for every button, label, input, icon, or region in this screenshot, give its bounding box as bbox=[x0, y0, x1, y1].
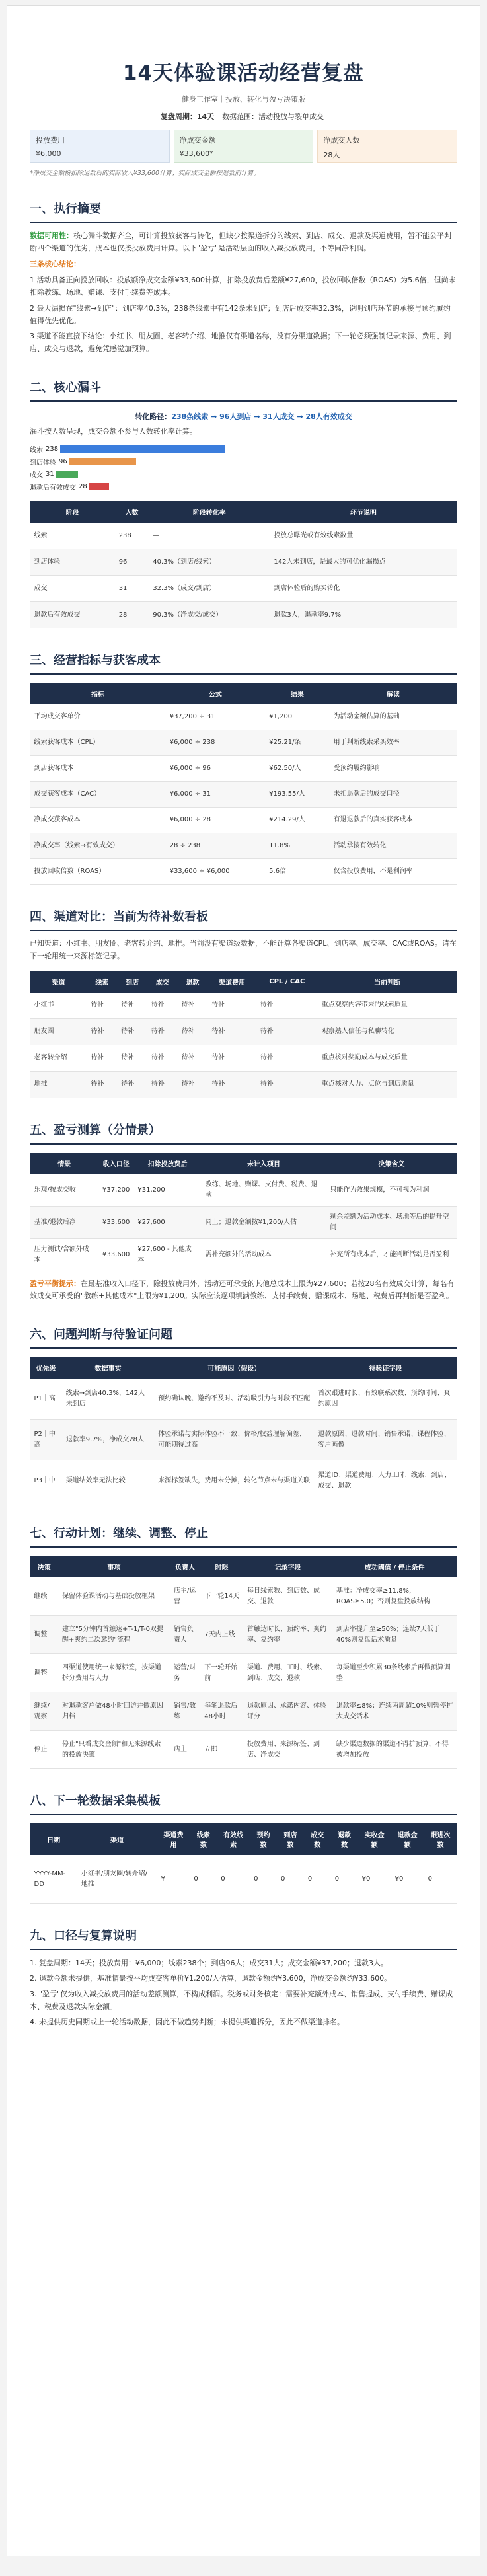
table-cell: 净成交获客成本 bbox=[30, 808, 166, 833]
table-header: 渠道 bbox=[77, 1824, 157, 1855]
funnel-bar-row bbox=[30, 468, 457, 480]
kpi-row bbox=[30, 130, 457, 163]
breakeven-tag: 盈亏平衡提示： bbox=[30, 1279, 81, 1288]
table-header: 人数 bbox=[115, 502, 149, 523]
section-title-notes: 九、口径与复算说明 bbox=[30, 1926, 457, 1950]
section-title-funnel: 二、核心漏斗 bbox=[30, 378, 457, 402]
table-header: 日期 bbox=[30, 1824, 77, 1855]
table-cell: 停止 bbox=[30, 1731, 59, 1769]
table-header: 待验证字段 bbox=[314, 1357, 457, 1379]
table-cell: ¥31,200 bbox=[133, 1174, 201, 1206]
period-value: 14天 bbox=[196, 112, 215, 121]
funnel-bar-row bbox=[30, 443, 457, 455]
funnel-table bbox=[30, 501, 457, 628]
table-row bbox=[30, 1206, 457, 1238]
table-cell: ¥ bbox=[157, 1855, 190, 1904]
table-header: 成功阈值 / 停止条件 bbox=[332, 1556, 457, 1577]
table-cell: 用于判断线索采买效率 bbox=[330, 730, 457, 756]
table-header: 退款金额 bbox=[391, 1824, 424, 1855]
table-cell: 到店体验后的购买转化 bbox=[270, 576, 457, 602]
table-cell: 投放费用、来源标签、到店、净成交 bbox=[243, 1731, 332, 1769]
table-header: 渠道费用 bbox=[157, 1824, 190, 1855]
table-row bbox=[30, 1616, 457, 1654]
table-row bbox=[30, 1174, 457, 1206]
table-cell: 停止"只看成交金额"和无来源线索的投放决策 bbox=[58, 1731, 170, 1769]
note-item: 1. 复盘周期：14天；投放费用：¥6,000；线索238个；到店96人；成交31人；成交金额¥37,200；退款3人。 bbox=[30, 1959, 388, 1967]
table-cell: 0 bbox=[190, 1855, 217, 1904]
summary-intro bbox=[30, 230, 457, 254]
table-cell: ¥37,200 bbox=[98, 1174, 133, 1206]
table-cell: 补充所有成本后，才能判断活动是否盈利 bbox=[326, 1238, 457, 1271]
table-cell: 待补 bbox=[117, 1045, 147, 1071]
table-cell: 首触达时长、预约率、爽约率、复约率 bbox=[243, 1616, 332, 1654]
table-header: 到店数 bbox=[277, 1824, 304, 1855]
table-cell: 只能作为效果规模，不可视为利润 bbox=[326, 1174, 457, 1206]
kpi-footnote: *净成交金额按扣除退款后的实际收入¥33,600计算；实际成交金额按退款前计算。 bbox=[30, 170, 260, 177]
table-header: 渠道 bbox=[30, 971, 87, 992]
table-cell: 0 bbox=[424, 1855, 457, 1904]
table-cell: 待补 bbox=[147, 992, 178, 1018]
table-cell: — bbox=[149, 523, 270, 549]
table-row bbox=[30, 1018, 457, 1045]
table-cell: 立即 bbox=[200, 1731, 243, 1769]
table-header: 线索数 bbox=[190, 1824, 217, 1855]
bar-label: 退款后有效成交 bbox=[30, 484, 76, 492]
table-cell: 待补 bbox=[256, 992, 318, 1018]
table-row bbox=[30, 1238, 457, 1271]
table-row bbox=[30, 1071, 457, 1098]
table-header: 成交数 bbox=[304, 1824, 331, 1855]
funnel-bar bbox=[56, 471, 78, 478]
table-cell: 下一轮14天 bbox=[200, 1577, 243, 1616]
table-cell: 基准：净成交率≥11.8%，ROAS≥5.0；否则复盘投放结构 bbox=[332, 1577, 457, 1616]
points-tag: 三条核心结论： bbox=[30, 260, 81, 269]
intro-text: 核心漏斗数据齐全，可计算投放获客与转化，但缺少按渠道拆分的线索、到店、成交、退款及渠道费用，暂不能公平判断四个渠道的优劣，成本也仅按投放费用计算。以下"盈亏"是活动层面的收入减投放费用，不等同净利润。 bbox=[30, 231, 451, 252]
table-cell: 待补 bbox=[147, 1018, 178, 1045]
table-cell: 到店获客成本 bbox=[30, 756, 166, 782]
table-cell: 待补 bbox=[117, 1071, 147, 1098]
table-row bbox=[30, 833, 457, 859]
bar-value: 96 bbox=[59, 458, 67, 466]
channels-table bbox=[30, 971, 457, 1098]
table-header: 有效线索 bbox=[217, 1824, 250, 1855]
scope-text: 数据范围：活动投放与裂单成交 bbox=[222, 112, 324, 121]
table-header: 情景 bbox=[30, 1153, 99, 1174]
table-cell: 同上；退款金额按¥1,200/人估 bbox=[202, 1206, 326, 1238]
table-header: 环节说明 bbox=[270, 502, 457, 523]
table-cell: 待补 bbox=[178, 992, 208, 1018]
table-cell: 地推 bbox=[30, 1071, 87, 1098]
table-cell: 到店率提升至≥50%；连续7天低于40%则复盘话术质量 bbox=[332, 1616, 457, 1654]
table-cell: ¥27,600 - 其他成本 bbox=[133, 1238, 201, 1271]
table-cell: 238 bbox=[115, 523, 149, 549]
kpi-value: ¥6,000 bbox=[36, 149, 61, 158]
table-cell: 对退款客户做48小时回访并做原因归档 bbox=[58, 1692, 170, 1731]
table-cell: 线索获客成本（CPL） bbox=[30, 730, 166, 756]
table-cell: 剩余差额为活动成本、场地等后的提升空间 bbox=[326, 1206, 457, 1238]
kpi-value: 28人 bbox=[323, 151, 340, 159]
table-cell: 7天内上线 bbox=[200, 1616, 243, 1654]
table-cell: 基准/退款后净 bbox=[30, 1206, 99, 1238]
section-title-template: 八、下一轮数据采集模板 bbox=[30, 1792, 457, 1815]
table-cell: P3｜中 bbox=[30, 1460, 62, 1501]
page-title: 14天体验课活动经营复盘 bbox=[122, 61, 365, 85]
table-cell: ¥6,000 ÷ 96 bbox=[166, 756, 266, 782]
table-cell: 小红书 bbox=[30, 992, 87, 1018]
table-cell: 朋友圈 bbox=[30, 1018, 87, 1045]
funnel-bar bbox=[60, 445, 225, 453]
table-cell: 待补 bbox=[178, 1045, 208, 1071]
table-cell: 28 ÷ 238 bbox=[166, 833, 266, 859]
summary-point: 1 活动具备正向投放回收：投放额净成交金额¥33,600计算，扣除投放费后差额¥27,600，投放回收倍数（ROAS）为5.6倍，但尚未扣除教练、场地、赠课、支付手续费等成本。 bbox=[30, 276, 456, 297]
channels-intro: 已知渠道：小红书、朋友圈、老客转介绍、地推。当前没有渠道级数据，不能计算各渠道CPL、到店率、成交率、CAC或ROAS。请在下一轮用统一来源标签记录。 bbox=[30, 939, 457, 960]
table-header: 退款数 bbox=[331, 1824, 358, 1855]
table-cell: 渠道、费用、工时、线索、到店、成交、退款 bbox=[243, 1654, 332, 1692]
report-card bbox=[7, 5, 480, 2556]
actions-table bbox=[30, 1556, 457, 1769]
table-cell: 退款3人，退款率9.7% bbox=[270, 602, 457, 628]
summary-points bbox=[30, 274, 457, 356]
table-cell: 销售负责人 bbox=[170, 1616, 200, 1654]
table-cell: 投放总曝光或有效线索数量 bbox=[270, 523, 457, 549]
table-cell: ¥0 bbox=[391, 1855, 424, 1904]
bar-label: 到店体验 bbox=[30, 459, 56, 467]
table-header: CPL / CAC bbox=[256, 971, 318, 992]
table-cell: 渠道ID、渠道费用、人力工时、线索、到店、成交、退款 bbox=[314, 1460, 457, 1501]
table-row bbox=[30, 1692, 457, 1731]
section-title-summary: 一、执行摘要 bbox=[30, 200, 457, 223]
table-cell: ¥6,000 ÷ 31 bbox=[166, 782, 266, 808]
table-cell: 四渠道使用统一来源标签，按渠道拆分费用与人力 bbox=[58, 1654, 170, 1692]
section-title-profit: 五、盈亏测算（分情景） bbox=[30, 1121, 457, 1145]
table-cell: 下一轮开始前 bbox=[200, 1654, 243, 1692]
table-cell: 预约确认晚、邀约不及时、活动吸引力与时段不匹配 bbox=[154, 1379, 314, 1420]
table-cell: 活动承接有效转化 bbox=[330, 833, 457, 859]
table-cell: ¥25.21/条 bbox=[265, 730, 329, 756]
table-row bbox=[30, 1855, 457, 1904]
table-header: 事项 bbox=[58, 1556, 170, 1577]
funnel-path bbox=[30, 411, 457, 422]
table-header: 当前判断 bbox=[318, 971, 457, 992]
kpi-label: 投放费用 bbox=[36, 136, 65, 145]
table-cell: 首次跟进时长、有效联系次数、预约时间、爽约原因 bbox=[314, 1379, 457, 1420]
table-cell: 保留体验课活动与基础投放框架 bbox=[58, 1577, 170, 1616]
table-cell: 调整 bbox=[30, 1616, 59, 1654]
table-row bbox=[30, 859, 457, 885]
table-cell: 待补 bbox=[207, 992, 256, 1018]
table-cell: 成交获客成本（CAC） bbox=[30, 782, 166, 808]
table-cell: 老客转介绍 bbox=[30, 1045, 87, 1071]
kpi-card-revenue bbox=[174, 130, 314, 163]
table-header: 未计入项目 bbox=[202, 1153, 326, 1174]
table-row bbox=[30, 549, 457, 576]
table-row bbox=[30, 1460, 457, 1501]
table-cell: 压力测试/含额外成本 bbox=[30, 1238, 99, 1271]
table-cell: 建立"5分钟内首触达+T-1/T-0双提醒+爽约二次邀约"流程 bbox=[58, 1616, 170, 1654]
metrics-table bbox=[30, 683, 457, 885]
table-cell: ¥27,600 bbox=[133, 1206, 201, 1238]
table-cell: 有退退款后的真实获客成本 bbox=[330, 808, 457, 833]
table-cell: YYYY-MM-DD bbox=[30, 1855, 77, 1904]
period-label: 复盘周期： bbox=[160, 112, 197, 121]
funnel-note: 漏斗按人数呈现，成交金额不参与人数转化率计算。 bbox=[30, 426, 197, 436]
bar-value: 28 bbox=[79, 483, 87, 491]
table-row bbox=[30, 1045, 457, 1071]
kpi-label: 净成交人数 bbox=[323, 136, 360, 145]
table-cell: 受预约履约影响 bbox=[330, 756, 457, 782]
table-cell: 142人未到店，是最大的可优化漏损点 bbox=[270, 549, 457, 576]
table-cell: 退款原因、退款时间、销售承诺、课程体验、客户画像 bbox=[314, 1420, 457, 1460]
bar-label: 成交 bbox=[30, 472, 43, 480]
table-cell: ¥6,000 ÷ 238 bbox=[166, 730, 266, 756]
table-cell: P2｜中高 bbox=[30, 1420, 62, 1460]
table-header: 跟进次数 bbox=[424, 1824, 457, 1855]
table-cell: 待补 bbox=[207, 1045, 256, 1071]
table-cell: ¥0 bbox=[358, 1855, 391, 1904]
table-cell: 继续 bbox=[30, 1577, 59, 1616]
table-cell: 退款率≤8%；连续两周超10%则暂停扩大成交话术 bbox=[332, 1692, 457, 1731]
table-cell: 每笔退款后48小时 bbox=[200, 1692, 243, 1731]
table-cell: 28 bbox=[115, 602, 149, 628]
table-row bbox=[30, 1577, 457, 1616]
funnel-bars bbox=[30, 443, 457, 493]
table-header: 实收金额 bbox=[358, 1824, 391, 1855]
path-label: 转化路径： bbox=[135, 412, 172, 421]
breakeven-text: 在最基准收入口径下，除投放费用外，活动还可承受的其他总成本上限为¥27,600；若按28名有效成交计算，每名有效成交可承受的"教练+其他成本"上限为¥1,200。实际应该逐项填满教练、支付手续费、赠课成本、场地、税费后再判断是否盈利。 bbox=[30, 1279, 455, 1301]
table-cell: 待补 bbox=[147, 1045, 178, 1071]
table-cell: 待补 bbox=[87, 1071, 117, 1098]
report-meta bbox=[30, 111, 457, 122]
table-cell: 0 bbox=[217, 1855, 250, 1904]
table-row bbox=[30, 808, 457, 833]
table-cell: ¥1,200 bbox=[265, 704, 329, 730]
table-header: 优先级 bbox=[30, 1357, 62, 1379]
table-header: 决策含义 bbox=[326, 1153, 457, 1174]
table-header: 解读 bbox=[330, 683, 457, 704]
table-cell: ¥193.55/人 bbox=[265, 782, 329, 808]
table-header: 阶段 bbox=[30, 502, 115, 523]
table-header: 线索 bbox=[87, 971, 117, 992]
bar-label: 线索 bbox=[30, 447, 43, 455]
table-cell: 待补 bbox=[207, 1018, 256, 1045]
table-cell: ¥33,600 bbox=[98, 1238, 133, 1271]
kpi-value: ¥33,600* bbox=[179, 149, 213, 158]
table-cell: 继续/观察 bbox=[30, 1692, 59, 1731]
table-cell: 待补 bbox=[178, 1071, 208, 1098]
kpi-card-spend bbox=[30, 130, 170, 163]
table-cell: 90.3%（净成交/成交） bbox=[149, 602, 270, 628]
table-header: 公式 bbox=[166, 683, 266, 704]
table-row bbox=[30, 523, 457, 549]
table-row bbox=[30, 576, 457, 602]
table-cell: 调整 bbox=[30, 1654, 59, 1692]
table-cell: 观察熟人信任与私聊转化 bbox=[318, 1018, 457, 1045]
table-cell: 每日线索数、到店数、成交、退款 bbox=[243, 1577, 332, 1616]
table-cell: 待补 bbox=[256, 1071, 318, 1098]
table-row bbox=[30, 782, 457, 808]
table-header: 收入口径 bbox=[98, 1153, 133, 1174]
bar-value: 31 bbox=[46, 471, 54, 478]
table-cell: 待补 bbox=[117, 1018, 147, 1045]
issues-table bbox=[30, 1357, 457, 1501]
table-header: 决策 bbox=[30, 1556, 59, 1577]
table-cell: ¥6,000 ÷ 28 bbox=[166, 808, 266, 833]
table-cell: 体验承诺与实际体验不一致、价格/权益理解偏差、可能期待过高 bbox=[154, 1420, 314, 1460]
table-header: 预约数 bbox=[250, 1824, 277, 1855]
table-cell: 需补充额外的活动成本 bbox=[202, 1238, 326, 1271]
table-header: 到店 bbox=[117, 971, 147, 992]
breakeven-note bbox=[30, 1278, 457, 1303]
section-title-channels: 四、渠道对比：当前为待补数看板 bbox=[30, 907, 457, 931]
summary-point: 2 最大漏损在"线索→到店"：到店率40.3%，238条线索中有142条未到店；到店后成交率32.3%，说明到店环节的承接与预约履约值得优先优化。 bbox=[30, 303, 451, 325]
table-cell: 0 bbox=[277, 1855, 304, 1904]
kpi-label: 净成交金额 bbox=[179, 136, 216, 145]
template-table bbox=[30, 1823, 457, 1904]
intro-tag: 数据可用性： bbox=[30, 231, 73, 240]
table-cell: 0 bbox=[331, 1855, 358, 1904]
table-cell: 退款率9.7%，净成交28人 bbox=[62, 1420, 154, 1460]
table-cell: 32.3%（成交/到店） bbox=[149, 576, 270, 602]
table-cell: 待补 bbox=[256, 1045, 318, 1071]
table-cell: 来源标签缺失，费用未分摊，转化节点未与渠道关联 bbox=[154, 1460, 314, 1501]
table-header: 成交 bbox=[147, 971, 178, 992]
table-cell: 0 bbox=[304, 1855, 331, 1904]
table-cell: 店主/运营 bbox=[170, 1577, 200, 1616]
table-row bbox=[30, 756, 457, 782]
table-row bbox=[30, 1654, 457, 1692]
note-item: 4. 未提供历史同期或上一轮活动数据，因此不做趋势判断；未提供渠道拆分，因此不做渠道排名。 bbox=[30, 2018, 344, 2026]
table-header: 负责人 bbox=[170, 1556, 200, 1577]
section-title-metrics: 三、经营指标与获客成本 bbox=[30, 651, 457, 675]
table-cell: 重点核对奖励成本与成交质量 bbox=[318, 1045, 457, 1071]
table-cell: 店主 bbox=[170, 1731, 200, 1769]
table-header: 可能原因（假设） bbox=[154, 1357, 314, 1379]
table-cell: 重点观察内容带来的线索质量 bbox=[318, 992, 457, 1018]
table-header: 记录字段 bbox=[243, 1556, 332, 1577]
table-cell: ¥33,600 bbox=[98, 1206, 133, 1238]
table-row bbox=[30, 1420, 457, 1460]
table-cell: 教练、场地、赠课、支付费、税费、退款 bbox=[202, 1174, 326, 1206]
table-cell: 小红书/朋友圈/转介绍/地推 bbox=[77, 1855, 157, 1904]
table-row bbox=[30, 704, 457, 730]
note-item: 3. "盈亏"仅为收入减投放费用的活动差额测算，不构成利润。税务或财务核定：需要补充额外成本、销售提成、支付手续费、赠课成本、税费及退款实际金额。 bbox=[30, 1989, 453, 2011]
table-cell: 待补 bbox=[117, 992, 147, 1018]
table-cell: ¥214.29/人 bbox=[265, 808, 329, 833]
table-cell: 缺少渠道数据的渠道不得扩预算，不得被增加投放 bbox=[332, 1731, 457, 1769]
table-cell: ¥33,600 ÷ ¥6,000 bbox=[166, 859, 266, 885]
table-cell: 退款后有效成交 bbox=[30, 602, 115, 628]
table-header: 时限 bbox=[200, 1556, 243, 1577]
table-cell: 销售/教练 bbox=[170, 1692, 200, 1731]
path-steps: 238条线索 → 96人到店 → 31人成交 → 28人有效成交 bbox=[171, 412, 352, 421]
section-title-actions: 七、行动计划：继续、调整、停止 bbox=[30, 1524, 457, 1548]
table-cell: 待补 bbox=[207, 1071, 256, 1098]
table-cell: 40.3%（到店/线索） bbox=[149, 549, 270, 576]
funnel-bar-row bbox=[30, 455, 457, 468]
table-cell: 每渠道至少积累30条线索后再做预算调整 bbox=[332, 1654, 457, 1692]
table-cell: 线索→到店40.3%，142人未到店 bbox=[62, 1379, 154, 1420]
kpi-card-customers bbox=[317, 130, 457, 163]
table-cell: 净成交率（线索→有效成交） bbox=[30, 833, 166, 859]
table-cell: 平均成交客单价 bbox=[30, 704, 166, 730]
table-cell: P1｜高 bbox=[30, 1379, 62, 1420]
table-cell: 0 bbox=[250, 1855, 277, 1904]
table-cell: 乐观/按成交收 bbox=[30, 1174, 99, 1206]
table-cell: 投放回收倍数（ROAS） bbox=[30, 859, 166, 885]
funnel-bar-row bbox=[30, 480, 457, 493]
notes-list bbox=[30, 1957, 457, 2028]
page-subtitle: 健身工作室｜投放、转化与盈亏决策版 bbox=[182, 95, 305, 104]
bar-value: 238 bbox=[46, 445, 59, 453]
table-header: 扣除投放费后 bbox=[133, 1153, 201, 1174]
table-cell: 31 bbox=[115, 576, 149, 602]
points-tag-line bbox=[30, 258, 457, 271]
table-row bbox=[30, 602, 457, 628]
table-cell: 5.6倍 bbox=[265, 859, 329, 885]
table-cell: 为活动金额估算的基础 bbox=[330, 704, 457, 730]
table-cell: 待补 bbox=[87, 992, 117, 1018]
table-header: 指标 bbox=[30, 683, 166, 704]
table-cell: 仅含投放费用，不是利润率 bbox=[330, 859, 457, 885]
funnel-bar bbox=[89, 483, 109, 490]
summary-point: 3 渠道不能直接下结论：小红书、朋友圈、老客转介绍、地推仅有渠道名称，没有分渠道数据；下一轮必须强制记录来源、费用、到店、成交与退款，避免凭感觉加预算。 bbox=[30, 332, 451, 354]
table-cell: 待补 bbox=[87, 1018, 117, 1045]
table-row bbox=[30, 1731, 457, 1769]
table-cell: 线索 bbox=[30, 523, 115, 549]
table-cell: 待补 bbox=[147, 1071, 178, 1098]
table-row bbox=[30, 1379, 457, 1420]
profit-table bbox=[30, 1153, 457, 1271]
table-cell: ¥37,200 ÷ 31 bbox=[166, 704, 266, 730]
table-header: 结果 bbox=[265, 683, 329, 704]
table-header: 数据事实 bbox=[62, 1357, 154, 1379]
table-cell: 96 bbox=[115, 549, 149, 576]
table-cell: 成交 bbox=[30, 576, 115, 602]
table-cell: 退款原因、承诺内容、体验评分 bbox=[243, 1692, 332, 1731]
table-cell: 11.8% bbox=[265, 833, 329, 859]
table-cell: 待补 bbox=[256, 1018, 318, 1045]
table-cell: 待补 bbox=[87, 1045, 117, 1071]
table-cell: 运营/财务 bbox=[170, 1654, 200, 1692]
table-cell: 到店体验 bbox=[30, 549, 115, 576]
table-header: 渠道费用 bbox=[207, 971, 256, 992]
table-cell: 渠道结效率无法比较 bbox=[62, 1460, 154, 1501]
table-row bbox=[30, 992, 457, 1018]
note-item: 2. 退款金额未提供，基准情景按平均成交客单价¥1,200/人估算，退款金额约¥3,600，净成交金额约¥33,600。 bbox=[30, 1974, 392, 1983]
section-title-issues: 六、问题判断与待验证问题 bbox=[30, 1325, 457, 1349]
table-header: 阶段转化率 bbox=[149, 502, 270, 523]
table-header: 退款 bbox=[178, 971, 208, 992]
funnel-bar bbox=[69, 458, 136, 465]
table-cell: 未扣退款后的成交口径 bbox=[330, 782, 457, 808]
table-cell: 重点核对人力、点位与到店质量 bbox=[318, 1071, 457, 1098]
table-row bbox=[30, 730, 457, 756]
table-cell: ¥62.50/人 bbox=[265, 756, 329, 782]
table-cell: 待补 bbox=[178, 1018, 208, 1045]
